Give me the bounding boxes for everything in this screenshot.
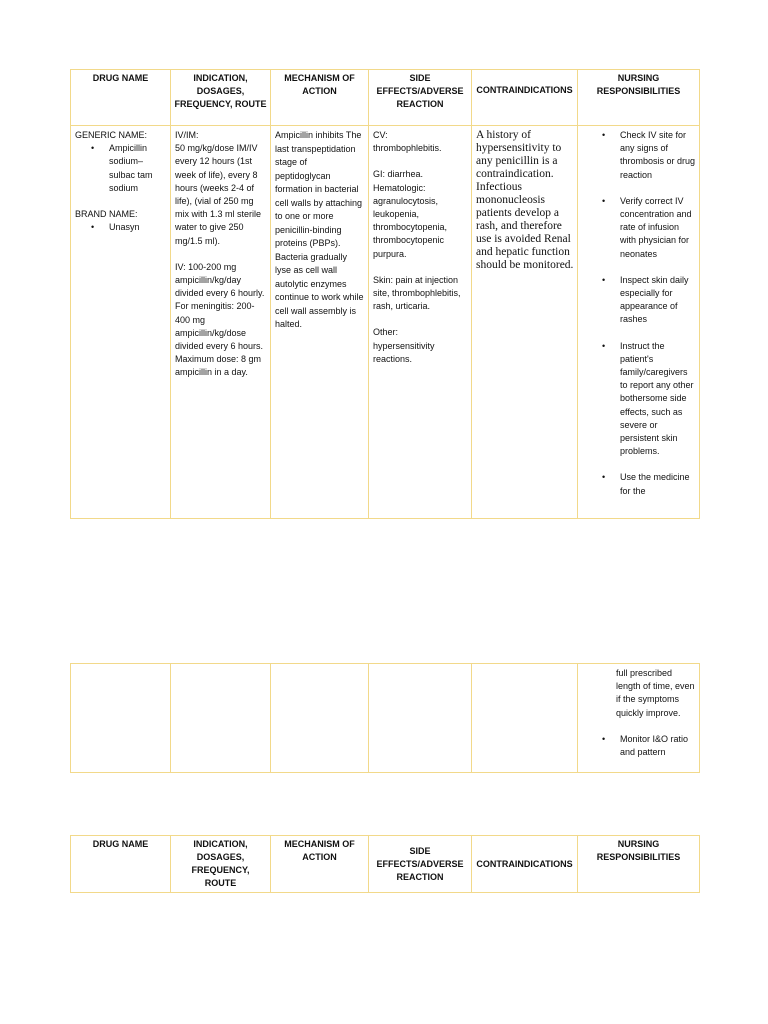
nursing-list [582,733,696,759]
empty-cell [71,664,171,773]
indication-paragraph: IV: 100-200 mg ampicillin/kg/day divided every 6 hourly. For meningitis: 200-400 mg ampicillin/kg/dose divided every 6 hours. Maximum dose: 8 gm ampicillin in a day. [175,261,265,378]
table-header-row [71,836,700,893]
nursing-item: • Verify correct IV concentration and rate of infusion with physician for neonates [582,195,696,261]
side-effect-cv: CV: thrombophlebitis. [373,130,442,154]
nursing-item: • Inspect skin daily especially for appearance of rashes [582,274,696,327]
header-contraindications: CONTRAINDICATIONS [476,858,573,869]
header-side-effects: SIDE EFFECTS/ADVERSE REACTION [376,845,464,882]
header-indication: INDICATION, DOSAGES, FREQUENCY, ROUTE [191,839,250,888]
table-header-row [71,70,700,126]
empty-cell [271,664,369,773]
drug-name-cell [71,126,170,234]
contraindications-text: A history of hypersensitivity to any penicillin is a contraindication. Infectious mononucleosis patients develop a rash, and therefore use is avoided Renal and hepatic function should be monitored. [476,129,574,271]
contraindications-cell [472,126,577,272]
side-effects-cell [369,126,471,366]
nursing-item: • Check IV site for any signs of thrombosis or drug reaction [582,129,696,182]
indication-paragraph: IV/IM: 50 mg/kg/dose IM/IV every 12 hours (1st week of life), every 8 hours (weeks 2-4 of life), (vial of 250 mg mix with 1.3 ml sterile water to give 250 mg/1.5 ml). [175,130,262,246]
header-drug-name: DRUG NAME [92,839,149,849]
header-contraindications: CONTRAINDICATIONS [476,85,573,95]
brand-name-list [75,221,167,234]
side-effect-other: Other: hypersensitivity reactions. [373,327,435,364]
header-indication: INDICATION, DOSAGES, FREQUENCY, ROUTE [174,73,267,109]
mechanism-cell [271,126,368,332]
empty-cell [369,664,472,773]
generic-name-list [75,142,167,195]
drug-table-continued [70,663,700,773]
empty-cell [171,664,271,773]
generic-name-label: GENERIC NAME: [75,130,148,140]
nursing-list [582,129,696,498]
nursing-item: • Use the medicine for the [582,471,696,497]
brand-name-item: • Unasyn [75,221,167,234]
mechanism-text: Ampicillin inhibits The last transpeptidation stage of peptidoglycan formation in bacterial cell walls by attaching to one or more penicillin-binding proteins (PBPs). Bacteria gradually lyse as cell wall autolytic enzymes continue to work while cell wall assembly is halted. [275,130,364,329]
side-effect-gi-hematologic: GI: diarrhea. Hematologic: agranulocytosis, leukopenia, thrombocytopenia, thrombocytopenic purpura. [373,169,448,259]
table-body-row [71,126,700,519]
nursing-item: • Monitor I&O ratio and pattern [582,733,696,759]
generic-name-item: • Ampicillin sodium–sulbac tam sodium [75,142,167,195]
nursing-cell-continued [578,664,699,759]
header-drug-name: DRUG NAME [92,73,149,83]
indication-cell [171,126,270,380]
table-body-row [71,664,700,773]
nursing-item: • Instruct the patient's family/caregivers to report any other bothersome side effects, such as severe or persistent skin problems. [582,340,696,459]
header-nursing: NURSING RESPONSIBILITIES [596,839,681,862]
empty-cell [472,664,578,773]
nursing-cell [578,126,699,498]
nursing-item-continuation: full prescribed length of time, even if the symptoms quickly improve. [616,668,695,718]
drug-table-1 [70,69,700,519]
header-mechanism: MECHANISM OF ACTION [284,839,355,862]
header-side-effects: SIDE EFFECTS/ADVERSE REACTION [376,73,464,109]
side-effect-skin: Skin: pain at injection site, thrombophlebitis, rash, urticaria. [373,274,461,312]
brand-name-label: BRAND NAME: [75,209,138,220]
drug-table-3 [70,835,700,893]
header-mechanism: MECHANISM OF ACTION [284,73,355,96]
header-nursing: NURSING RESPONSIBILITIES [596,73,681,96]
